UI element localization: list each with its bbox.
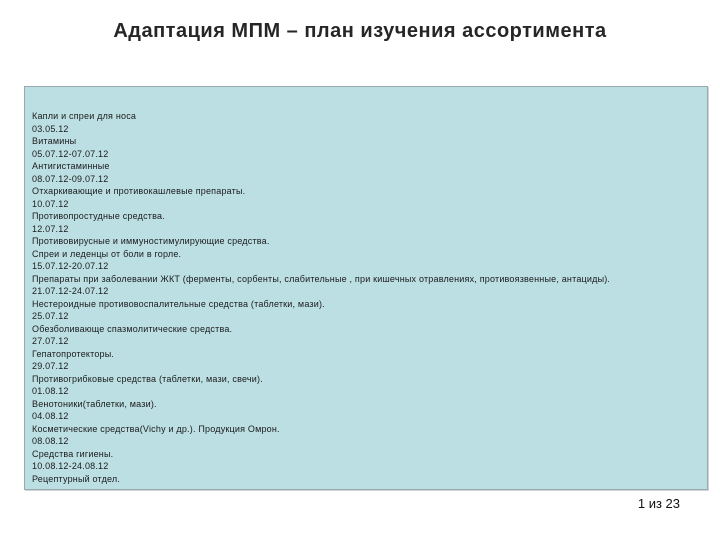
schedule-line: Гепатопротекторы. [32, 348, 115, 359]
schedule-line: 04.08.12 [32, 411, 69, 421]
schedule-line: Препараты при заболевании ЖКТ (ферменты, сорбенты, слабительные , при кишечных отравлениях, противоязвенные, антациды). [32, 273, 611, 284]
schedule-line: Противовирусные и иммуностимулирующие средства. [32, 236, 270, 246]
schedule-line: 21.07.12-24.07.12 [32, 286, 109, 296]
schedule-line: Антигистаминные [32, 161, 110, 171]
schedule-line: 08.08.12 [32, 436, 69, 446]
schedule-line: 01.08.12 [32, 386, 69, 396]
schedule-line: Венотоники(таблетки, мази). [32, 398, 157, 409]
schedule-list [32, 110, 701, 485]
schedule-line: Витамины [32, 136, 77, 146]
slide-title: Адаптация МПМ – план изучения ассортимента [113, 20, 607, 42]
schedule-line: 12.07.12 [32, 223, 69, 234]
schedule-line: 03.05.12 [32, 123, 69, 134]
schedule-line: 08.07.12-09.07.12 [32, 173, 109, 184]
schedule-line: Спреи и леденцы от боли в горле. [32, 248, 182, 259]
schedule-line: 25.07.12 [32, 311, 69, 321]
schedule-line: Отхаркивающие и противокашлевые препараты. [32, 186, 246, 196]
schedule-line: 10.07.12 [32, 198, 69, 209]
schedule-line: Средства гигиены. [32, 448, 114, 459]
schedule-panel [24, 86, 708, 490]
schedule-line: Нестероидные противовоспалительные средства (таблетки, мази). [32, 298, 325, 309]
page-indicator: 1 из 23 [637, 496, 680, 511]
schedule-line: 29.07.12 [32, 361, 69, 371]
schedule-line: 15.07.12-20.07.12 [32, 261, 109, 271]
schedule-line: Противогрибковые средства (таблетки, мази, свечи). [32, 373, 263, 384]
schedule-line: 05.07.12-07.07.12 [32, 148, 109, 159]
schedule-line: Противопростудные средства. [32, 211, 165, 221]
schedule-line: Обезболивающе спазмолитические средства. [32, 323, 233, 334]
schedule-line: 27.07.12 [32, 336, 69, 346]
schedule-line: Капли и спреи для носа [32, 111, 137, 121]
schedule-line: 10.08.12-24.08.12 [32, 461, 109, 471]
schedule-line: Косметические средства(Vichy и др.). Продукция Омрон. [32, 423, 280, 434]
schedule-line: Рецептурный отдел. [32, 473, 121, 484]
